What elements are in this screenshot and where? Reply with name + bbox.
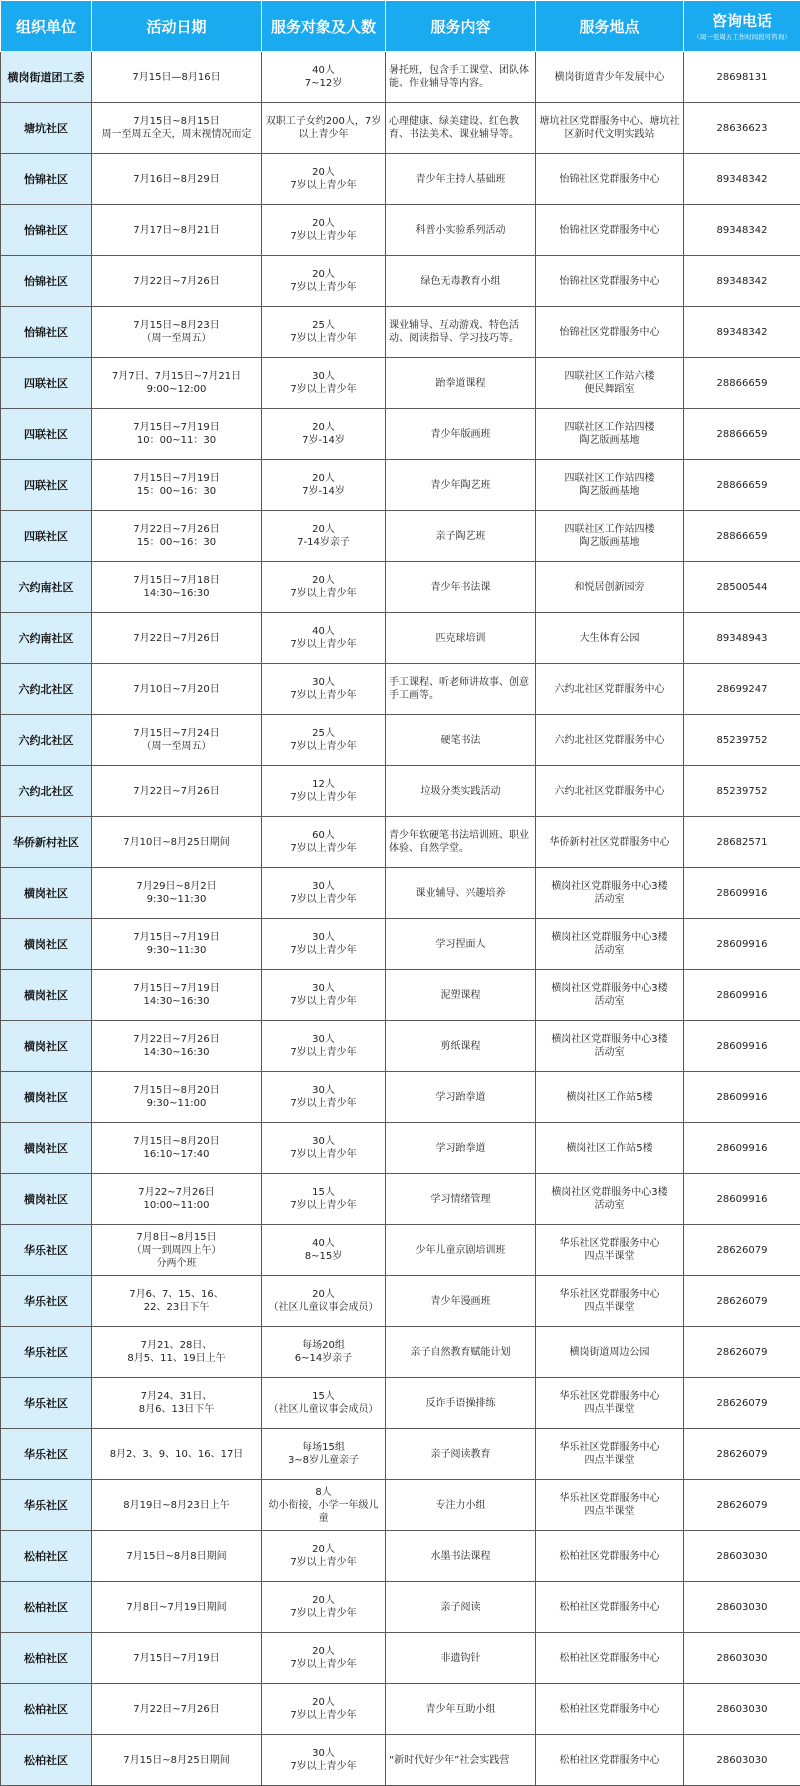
org-cell: 松柏社区 <box>1 1582 92 1633</box>
phone-cell: 28626079 <box>684 1378 800 1429</box>
content-cell: 学习跆拳道 <box>386 1072 536 1123</box>
content-cell: 垃圾分类实践活动 <box>386 766 536 817</box>
date-cell: 7月7日、7月15日~7月21日 9:00~12:00 <box>92 358 262 409</box>
target-cell: 20人 7岁-14岁 <box>262 409 386 460</box>
table-header <box>1 1 800 52</box>
date-cell: 7月15日~7月24日 （周一至周五） <box>92 715 262 766</box>
content-cell: 学习跆拳道 <box>386 1123 536 1174</box>
org-cell: 横岗社区 <box>1 1021 92 1072</box>
date-cell: 7月15日~7月19日 <box>92 1633 262 1684</box>
content-cell: 非遗钩针 <box>386 1633 536 1684</box>
location-cell: 松柏社区党群服务中心 <box>536 1531 684 1582</box>
table-row <box>1 409 800 460</box>
content-cell: 少年儿童京剧培训班 <box>386 1225 536 1276</box>
header-phone-note: （周一至周五工作时间段可咨询） <box>686 33 798 42</box>
phone-cell: 28866659 <box>684 511 800 562</box>
target-cell: 30人 7岁以上青少年 <box>262 358 386 409</box>
location-cell: 怡锦社区党群服务中心 <box>536 307 684 358</box>
location-cell: 横岗街道青少年发展中心 <box>536 52 684 103</box>
table-row <box>1 766 800 817</box>
org-cell: 华乐社区 <box>1 1225 92 1276</box>
date-cell: 7月15日~8月15日 周一至周五全天，周末视情况而定 <box>92 103 262 154</box>
table-row <box>1 358 800 409</box>
date-cell: 7月22~7月26日 10:00~11:00 <box>92 1174 262 1225</box>
phone-cell: 28609916 <box>684 970 800 1021</box>
org-cell: 四联社区 <box>1 460 92 511</box>
location-cell: 四联社区工作站六楼 便民舞蹈室 <box>536 358 684 409</box>
org-cell: 横岗街道团工委 <box>1 52 92 103</box>
content-cell: 青少年软硬笔书法培训班、职业体验、自然学堂。 <box>386 817 536 868</box>
target-cell: 60人 7岁以上青少年 <box>262 817 386 868</box>
date-cell: 7月15日~8月20日 9:30~11:00 <box>92 1072 262 1123</box>
location-cell: 横岗社区工作站5楼 <box>536 1123 684 1174</box>
date-cell: 7月22日~7月26日 <box>92 613 262 664</box>
target-cell: 30人 7岁以上青少年 <box>262 1021 386 1072</box>
org-cell: 六约南社区 <box>1 613 92 664</box>
org-cell: 华乐社区 <box>1 1378 92 1429</box>
date-cell: 7月8日~8月15日 （周一到周四上午） 分两个班 <box>92 1225 262 1276</box>
location-cell: 华乐社区党群服务中心 四点半课堂 <box>536 1378 684 1429</box>
date-cell: 7月22日~7月26日 <box>92 1684 262 1735</box>
table-row <box>1 1378 800 1429</box>
content-cell: 亲子自然教育赋能计划 <box>386 1327 536 1378</box>
location-cell: 四联社区工作站四楼 陶艺版画基地 <box>536 511 684 562</box>
org-cell: 华乐社区 <box>1 1327 92 1378</box>
org-cell: 怡锦社区 <box>1 256 92 307</box>
phone-cell: 28609916 <box>684 1174 800 1225</box>
content-cell: 亲子阅读教育 <box>386 1429 536 1480</box>
date-cell: 8月19日~8月23日上午 <box>92 1480 262 1531</box>
content-cell: 心理健康、绿美建设、红色教育、书法美术、课业辅导等。 <box>386 103 536 154</box>
location-cell: 横岗社区党群服务中心3楼 活动室 <box>536 868 684 919</box>
table-row <box>1 1021 800 1072</box>
target-cell: 20人 （社区儿童议事会成员） <box>262 1276 386 1327</box>
org-cell: 塘坑社区 <box>1 103 92 154</box>
table-row <box>1 970 800 1021</box>
org-cell: 横岗社区 <box>1 919 92 970</box>
content-cell: 课业辅导、互动游戏、特色活动、阅读指导、学习技巧等。 <box>386 307 536 358</box>
date-cell: 7月15日~7月19日 14:30~16:30 <box>92 970 262 1021</box>
phone-cell: 28626079 <box>684 1225 800 1276</box>
table-row <box>1 1684 800 1735</box>
phone-cell: 28682571 <box>684 817 800 868</box>
table-row <box>1 1429 800 1480</box>
target-cell: 20人 7岁以上青少年 <box>262 205 386 256</box>
header-org: 组织单位 <box>1 1 92 52</box>
content-cell: 亲子陶艺班 <box>386 511 536 562</box>
phone-cell: 28626079 <box>684 1429 800 1480</box>
org-cell: 华乐社区 <box>1 1429 92 1480</box>
date-cell: 7月15日~8月8日期间 <box>92 1531 262 1582</box>
date-cell: 7月15日~7月19日 10：00~11：30 <box>92 409 262 460</box>
target-cell: 20人 7岁以上青少年 <box>262 1531 386 1582</box>
phone-cell: 28698131 <box>684 52 800 103</box>
location-cell: 六约北社区党群服务中心 <box>536 715 684 766</box>
date-cell: 7月24、31日、 8月6、13日下午 <box>92 1378 262 1429</box>
date-cell: 7月15日~7月19日 15：00~16：30 <box>92 460 262 511</box>
org-cell: 四联社区 <box>1 358 92 409</box>
content-cell: 科普小实验系列活动 <box>386 205 536 256</box>
header-content: 服务内容 <box>386 1 536 52</box>
phone-cell: 89348342 <box>684 154 800 205</box>
target-cell: 15人 （社区儿童议事会成员） <box>262 1378 386 1429</box>
location-cell: 华乐社区党群服务中心 四点半课堂 <box>536 1276 684 1327</box>
target-cell: 25人 7岁以上青少年 <box>262 715 386 766</box>
table-row <box>1 817 800 868</box>
date-cell: 7月15日~8月23日 （周一至周五） <box>92 307 262 358</box>
location-cell: 塘坑社区党群服务中心、塘坑社区新时代文明实践站 <box>536 103 684 154</box>
content-cell: 反诈手语操排练 <box>386 1378 536 1429</box>
phone-cell: 28609916 <box>684 1072 800 1123</box>
org-cell: 四联社区 <box>1 511 92 562</box>
location-cell: 怡锦社区党群服务中心 <box>536 205 684 256</box>
phone-cell: 28609916 <box>684 868 800 919</box>
header-date: 活动日期 <box>92 1 262 52</box>
table-row <box>1 613 800 664</box>
table-body <box>1 52 800 1786</box>
target-cell: 30人 7岁以上青少年 <box>262 970 386 1021</box>
content-cell: 水墨书法课程 <box>386 1531 536 1582</box>
org-cell: 横岗社区 <box>1 1123 92 1174</box>
content-cell: 青少年版画班 <box>386 409 536 460</box>
table-row <box>1 103 800 154</box>
phone-cell: 28603030 <box>684 1582 800 1633</box>
org-cell: 松柏社区 <box>1 1684 92 1735</box>
target-cell: 20人 7岁以上青少年 <box>262 1633 386 1684</box>
table-row <box>1 1480 800 1531</box>
phone-cell: 28603030 <box>684 1531 800 1582</box>
table-row <box>1 1072 800 1123</box>
org-cell: 怡锦社区 <box>1 154 92 205</box>
phone-cell: 28866659 <box>684 409 800 460</box>
content-cell: 课业辅导、兴趣培养 <box>386 868 536 919</box>
content-cell: 硬笔书法 <box>386 715 536 766</box>
location-cell: 四联社区工作站四楼 陶艺版画基地 <box>536 460 684 511</box>
table-row <box>1 307 800 358</box>
location-cell: 怡锦社区党群服务中心 <box>536 256 684 307</box>
content-cell: 剪纸课程 <box>386 1021 536 1072</box>
location-cell: 横岗社区工作站5楼 <box>536 1072 684 1123</box>
table-row <box>1 715 800 766</box>
org-cell: 横岗社区 <box>1 1072 92 1123</box>
date-cell: 7月17日~8月21日 <box>92 205 262 256</box>
org-cell: 四联社区 <box>1 409 92 460</box>
phone-cell: 89348943 <box>684 613 800 664</box>
content-cell: 匹克球培训 <box>386 613 536 664</box>
target-cell: 8人 幼小衔接，小学一年级儿童 <box>262 1480 386 1531</box>
table-row <box>1 1531 800 1582</box>
org-cell: 六约北社区 <box>1 766 92 817</box>
content-cell: 亲子阅读 <box>386 1582 536 1633</box>
content-cell: “新时代好少年”社会实践营 <box>386 1735 536 1786</box>
content-cell: 专注力小组 <box>386 1480 536 1531</box>
org-cell: 松柏社区 <box>1 1531 92 1582</box>
content-cell: 跆拳道课程 <box>386 358 536 409</box>
date-cell: 8月2、3、9、10、16、17日 <box>92 1429 262 1480</box>
date-cell: 7月21、28日、 8月5、11、19日上午 <box>92 1327 262 1378</box>
table-row <box>1 460 800 511</box>
location-cell: 横岗社区党群服务中心3楼 活动室 <box>536 1174 684 1225</box>
date-cell: 7月22日~7月26日 15：00~16：30 <box>92 511 262 562</box>
phone-cell: 85239752 <box>684 715 800 766</box>
content-cell: 青少年漫画班 <box>386 1276 536 1327</box>
phone-cell: 28500544 <box>684 562 800 613</box>
table-row <box>1 1174 800 1225</box>
phone-cell: 28866659 <box>684 460 800 511</box>
table-row <box>1 919 800 970</box>
org-cell: 怡锦社区 <box>1 307 92 358</box>
target-cell: 20人 7岁以上青少年 <box>262 256 386 307</box>
date-cell: 7月6、7、15、16、 22、23日下午 <box>92 1276 262 1327</box>
content-cell: 手工课程、听老师讲故事、创意手工画等。 <box>386 664 536 715</box>
phone-cell: 28609916 <box>684 919 800 970</box>
location-cell: 华乐社区党群服务中心 四点半课堂 <box>536 1429 684 1480</box>
location-cell: 四联社区工作站四楼 陶艺版画基地 <box>536 409 684 460</box>
date-cell: 7月15日~7月19日 9:30~11:30 <box>92 919 262 970</box>
phone-cell: 28626079 <box>684 1276 800 1327</box>
target-cell: 20人 7岁-14岁 <box>262 460 386 511</box>
target-cell: 30人 7岁以上青少年 <box>262 1072 386 1123</box>
table-row <box>1 1225 800 1276</box>
header-row <box>1 1 800 52</box>
location-cell: 和悦居创新园旁 <box>536 562 684 613</box>
date-cell: 7月15日—8月16日 <box>92 52 262 103</box>
phone-cell: 28636623 <box>684 103 800 154</box>
target-cell: 30人 7岁以上青少年 <box>262 1735 386 1786</box>
phone-cell: 28699247 <box>684 664 800 715</box>
phone-cell: 89348342 <box>684 256 800 307</box>
location-cell: 松柏社区党群服务中心 <box>536 1684 684 1735</box>
location-cell: 横岗社区党群服务中心3楼 活动室 <box>536 970 684 1021</box>
table-row <box>1 868 800 919</box>
content-cell: 泥塑课程 <box>386 970 536 1021</box>
date-cell: 7月22日~7月26日 <box>92 256 262 307</box>
org-cell: 六约北社区 <box>1 715 92 766</box>
phone-cell: 89348342 <box>684 307 800 358</box>
location-cell: 六约北社区党群服务中心 <box>536 766 684 817</box>
phone-cell: 28603030 <box>684 1684 800 1735</box>
date-cell: 7月8日~7月19日期间 <box>92 1582 262 1633</box>
table-row <box>1 1735 800 1786</box>
table-row <box>1 1276 800 1327</box>
phone-cell: 28609916 <box>684 1021 800 1072</box>
table-row <box>1 1633 800 1684</box>
location-cell: 横岗社区党群服务中心3楼 活动室 <box>536 919 684 970</box>
phone-cell: 28866659 <box>684 358 800 409</box>
org-cell: 横岗社区 <box>1 1174 92 1225</box>
phone-cell: 89348342 <box>684 205 800 256</box>
date-cell: 7月29日~8月2日 9:30~11:30 <box>92 868 262 919</box>
phone-cell: 28626079 <box>684 1480 800 1531</box>
target-cell: 20人 7岁以上青少年 <box>262 154 386 205</box>
target-cell: 20人 7-14岁亲子 <box>262 511 386 562</box>
target-cell: 30人 7岁以上青少年 <box>262 664 386 715</box>
phone-cell: 85239752 <box>684 766 800 817</box>
org-cell: 横岗社区 <box>1 970 92 1021</box>
location-cell: 大生体育公园 <box>536 613 684 664</box>
location-cell: 华侨新村社区党群服务中心 <box>536 817 684 868</box>
table-row <box>1 154 800 205</box>
date-cell: 7月22日~7月26日 <box>92 766 262 817</box>
content-cell: 青少年陶艺班 <box>386 460 536 511</box>
table-row <box>1 562 800 613</box>
location-cell: 怡锦社区党群服务中心 <box>536 154 684 205</box>
target-cell: 30人 7岁以上青少年 <box>262 868 386 919</box>
header-location: 服务地点 <box>536 1 684 52</box>
content-cell: 青少年互助小组 <box>386 1684 536 1735</box>
date-cell: 7月10日~8月25日期间 <box>92 817 262 868</box>
phone-cell: 28603030 <box>684 1735 800 1786</box>
target-cell: 40人 7岁以上青少年 <box>262 613 386 664</box>
target-cell: 40人 8~15岁 <box>262 1225 386 1276</box>
target-cell: 30人 7岁以上青少年 <box>262 1123 386 1174</box>
phone-cell: 28609916 <box>684 1123 800 1174</box>
phone-cell: 28603030 <box>684 1633 800 1684</box>
date-cell: 7月15日~8月20日 16:10~17:40 <box>92 1123 262 1174</box>
table-row <box>1 1582 800 1633</box>
table-row <box>1 664 800 715</box>
org-cell: 怡锦社区 <box>1 205 92 256</box>
org-cell: 华乐社区 <box>1 1276 92 1327</box>
target-cell: 15人 7岁以上青少年 <box>262 1174 386 1225</box>
header-target: 服务对象及人数 <box>262 1 386 52</box>
org-cell: 松柏社区 <box>1 1735 92 1786</box>
header-phone: 咨询电话 （周一至周五工作时间段可咨询） <box>684 1 800 52</box>
location-cell: 横岗街道周边公园 <box>536 1327 684 1378</box>
table-row <box>1 52 800 103</box>
content-cell: 暑托班，包含手工课堂、团队体能、作业辅导等内容。 <box>386 52 536 103</box>
org-cell: 六约北社区 <box>1 664 92 715</box>
date-cell: 7月15日~7月18日 14:30~16:30 <box>92 562 262 613</box>
content-cell: 学习捏面人 <box>386 919 536 970</box>
phone-cell: 28626079 <box>684 1327 800 1378</box>
location-cell: 横岗社区党群服务中心3楼 活动室 <box>536 1021 684 1072</box>
target-cell: 40人 7~12岁 <box>262 52 386 103</box>
date-cell: 7月15日~8月25日期间 <box>92 1735 262 1786</box>
target-cell: 每场20组 6~14岁亲子 <box>262 1327 386 1378</box>
location-cell: 松柏社区党群服务中心 <box>536 1633 684 1684</box>
location-cell: 华乐社区党群服务中心 四点半课堂 <box>536 1480 684 1531</box>
org-cell: 华乐社区 <box>1 1480 92 1531</box>
table-row <box>1 205 800 256</box>
table-row <box>1 1123 800 1174</box>
org-cell: 六约南社区 <box>1 562 92 613</box>
target-cell: 12人 7岁以上青少年 <box>262 766 386 817</box>
target-cell: 30人 7岁以上青少年 <box>262 919 386 970</box>
table-row <box>1 256 800 307</box>
target-cell: 20人 7岁以上青少年 <box>262 1684 386 1735</box>
location-cell: 松柏社区党群服务中心 <box>536 1582 684 1633</box>
org-cell: 松柏社区 <box>1 1633 92 1684</box>
date-cell: 7月16日~8月29日 <box>92 154 262 205</box>
content-cell: 青少年主持人基础班 <box>386 154 536 205</box>
org-cell: 横岗社区 <box>1 868 92 919</box>
location-cell: 松柏社区党群服务中心 <box>536 1735 684 1786</box>
date-cell: 7月10日~7月20日 <box>92 664 262 715</box>
location-cell: 华乐社区党群服务中心 四点半课堂 <box>536 1225 684 1276</box>
location-cell: 六约北社区党群服务中心 <box>536 664 684 715</box>
table-row <box>1 511 800 562</box>
content-cell: 绿色无毒教育小组 <box>386 256 536 307</box>
target-cell: 25人 7岁以上青少年 <box>262 307 386 358</box>
target-cell: 双职工子女约200人，7岁以上青少年 <box>262 103 386 154</box>
date-cell: 7月22日~7月26日 14:30~16:30 <box>92 1021 262 1072</box>
target-cell: 20人 7岁以上青少年 <box>262 1582 386 1633</box>
target-cell: 每场15组 3~8岁儿童亲子 <box>262 1429 386 1480</box>
target-cell: 20人 7岁以上青少年 <box>262 562 386 613</box>
content-cell: 青少年书法课 <box>386 562 536 613</box>
table-row <box>1 1327 800 1378</box>
org-cell: 华侨新村社区 <box>1 817 92 868</box>
content-cell: 学习情绪管理 <box>386 1174 536 1225</box>
